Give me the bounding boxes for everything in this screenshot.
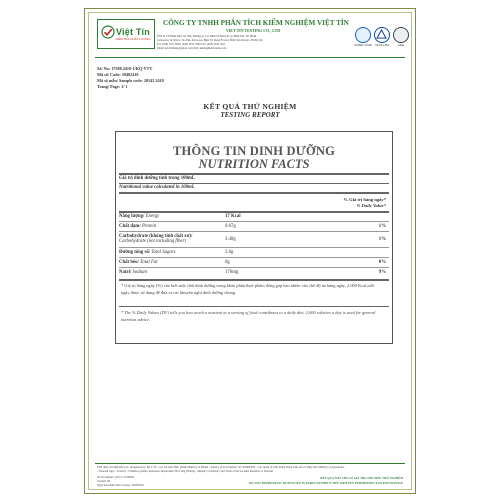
company-name-en: VIET TIN TESTING CO., LTD (225, 28, 281, 33)
contact-line: Tel: (028) 3911 8058, (028) 3812 7900 Fax: (028) 3810 3811 (157, 43, 226, 46)
nutrient-label: Natri/ (119, 270, 132, 275)
page-indicator: Trang/ Page: 1/ 1 (97, 84, 128, 89)
nutrient-label-en: Carbohydrate (not including fiber) (119, 239, 187, 244)
document-number: Số/ Document: QT/CL-13/00005 (97, 476, 135, 479)
nutrient-amount: 0.67g (225, 224, 236, 229)
nutrient-label: Chất đạm/ (119, 224, 141, 229)
nutrient-label: Carbohydrate (không tính chất xơ)/ (119, 234, 193, 239)
nutrient-amount: 3.48g (225, 237, 236, 242)
issue-date: Ngày ban hành/ Date of issue: 18/08/2021 (97, 484, 145, 487)
nutrient-label-en: Energy (145, 214, 160, 219)
company-name-vn: CÔNG TY TNHH PHÂN TÍCH KIỂM NGHIỆM VIỆT TÍN (163, 19, 349, 27)
cert-label: ISO/IEC 17025 (354, 44, 372, 47)
nutrient-dv: 0% (378, 260, 386, 265)
triangle-icon (375, 28, 388, 41)
divider (119, 183, 389, 184)
nutrient-label-en: Total Fat (140, 260, 158, 265)
document-version: Version: 09 (97, 480, 110, 483)
address-line: Laboratory & Office: No.38A, 4th street, Binh Tri Dong B ward, Binh Tan District, HCM City (157, 39, 263, 42)
footer-line: PTN được chỉ định bởi/ Lab. designated by: Bộ Y Tế - Cục An toàn Thực phẩm/ Ministry of Health - Agency of Food Safety; Số: NN&PTNT - Cục Quản lý Chất lượng Nông Lâm sản và Thủy sản/ Ministry of Agriculture (97, 466, 345, 469)
report-title: KẾT QUẢ THỬ NGHIỆM (203, 102, 297, 111)
report-subtitle: TESTING REPORT (220, 111, 280, 119)
daily-value-header-en: % Daily Value* (356, 203, 386, 208)
cert-label: Halal (398, 44, 404, 47)
nutrient-label: Năng lượng/ (119, 214, 145, 219)
nutrient-label-en: Total Sugars (151, 250, 176, 255)
checkmark-logo-icon (101, 25, 115, 39)
nutrient-row (119, 268, 389, 278)
nutrient-dv: 1% (378, 224, 386, 229)
vilas-cert-icon (374, 27, 390, 43)
page-border (88, 12, 412, 490)
footnote-en: * The % Daily Values (DV) tells you how much a nutrient in a serving of food contributes to a daily diet. 2,000 calories a day is used for general nutrition advice. (121, 310, 376, 322)
nutrient-dv: 1% (378, 237, 386, 242)
sample-code: Mã số/ Code: 58402410 (97, 72, 139, 77)
daily-value-header: % Giá trị hàng ngày* (343, 197, 386, 202)
cert-label: VILAS 1263 (375, 44, 389, 47)
divider (119, 192, 389, 194)
company-logo (97, 19, 155, 49)
sample-code-secondary: Mã số mẫu/ Sample code: 20145 2410 (97, 78, 164, 83)
divider (119, 173, 389, 175)
iso-cert-icon (355, 27, 371, 43)
nutrient-amount: 176mg (225, 270, 239, 275)
footnote-vn: * Giá trị hàng ngày (%) cho biết một chất dinh dưỡng trong khẩu phần thực phẩm đóng góp bao nhiêu vào chế độ ăn hàng ngày. 2.000 Kcal mỗi ngày được sử dụng để đưa ra các khuyến nghị dinh dưỡng chung. (121, 283, 375, 295)
nutrient-row (119, 232, 389, 247)
logo-name: Việt Tín (116, 27, 150, 37)
nutrient-label-en: Protein (141, 224, 157, 229)
nutrition-title: THÔNG TIN DINH DƯỠNG (172, 144, 335, 158)
contact-line: Email: kdvtrinhlab@gmail.com Web: kiemnghiemviettin.com (157, 47, 227, 50)
address-line: PTN & VP Nhận mẫu: Số 38A, Đường số 4, P. Bình Trị Đông B, Q. Bình Tân, TP. HCM (157, 35, 257, 38)
nutrition-subtitle: NUTRITION FACTS (198, 157, 310, 171)
footer-line: - National Agro - Forestry - Fisheries Quality Assurance Department; Bộ Công Thương - Ministry of Industry and Trade of the Socialist Republic of Vietnam (97, 470, 274, 473)
nutrient-label: Chất béo/ (119, 260, 139, 265)
nutrient-dv: 9% (378, 270, 386, 275)
report-number: Số/ No: 17588.2410-1/KQ-VTT (97, 66, 153, 71)
nutrient-amount: 2.6g (225, 250, 234, 255)
nutrient-label: Đường tổng số/ (119, 250, 151, 255)
basis-vn: Giá trị dinh dưỡng tính trong 100mL (119, 176, 196, 181)
nutrient-amount: 17 Kcal (225, 214, 241, 219)
basis-en: Nutritional value calculated in 100mL (119, 185, 195, 190)
header-divider (95, 57, 405, 58)
footer-divider (95, 463, 405, 464)
divider (119, 306, 389, 307)
halal-cert-icon (393, 27, 409, 43)
report-page (84, 8, 416, 494)
nutrient-amount: 0g (225, 260, 230, 265)
reproduction-note: DO NOT REPRODUCE/ DUPLICATE IN PARTS WITHOUT THE WRITTEN PERMISSION AND KNOWLEDGE (248, 481, 403, 485)
logo-tagline: KIỂM TRA CHẤT LƯỢNG (115, 37, 151, 41)
nutrition-facts-panel (115, 131, 393, 344)
validity-note: KẾT QUẢ NÀY CHỈ CÓ GIÁ TRỊ CHO MẪU THỬ NGHIỆM (320, 476, 403, 480)
divider (119, 279, 389, 281)
nutrient-label-en: Sodium (132, 270, 147, 275)
